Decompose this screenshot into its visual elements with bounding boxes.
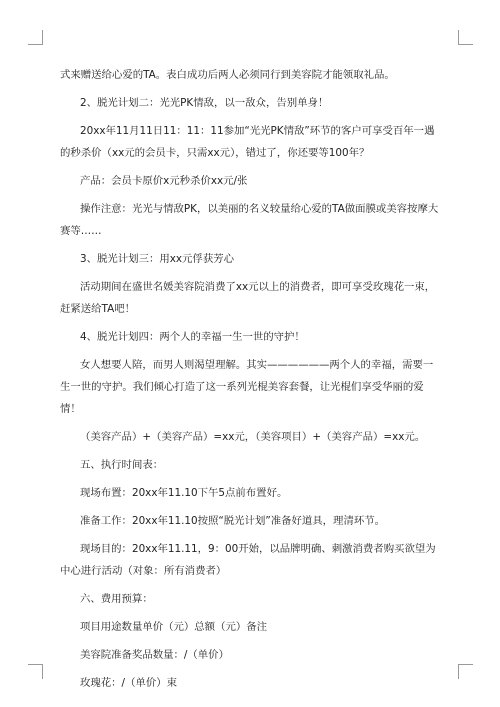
paragraph: 项目用途数量单价（元）总额（元）备注 (80, 621, 268, 633)
paragraph: 五、执行时间表： (80, 459, 164, 471)
paragraph: 2、脱光计划二：光光PK情敌，以一敌众，告别单身！ (80, 97, 329, 109)
crop-mark-top-left (28, 30, 43, 45)
document-body (60, 64, 440, 700)
paragraph: 现场布置：20xx年11.10下午5点前布置好。 (80, 487, 288, 499)
crop-mark-bottom-right (458, 664, 473, 679)
paragraph: 操作注意：光光与情敌PK，以美丽的名义较量给心爱的TA做面膜或美容按摩大赛等…… (60, 203, 439, 237)
paragraph: 准备工作：20xx年11.10按照“脱光计划”准备好道具，理清环节。 (80, 515, 386, 527)
paragraph: 4、脱光计划四：两个人的幸福一生一世的守护！ (80, 331, 305, 343)
paragraph: 美容院准备奖品数量：/（单价） (80, 649, 229, 661)
paragraph: 六、费用预算： (80, 593, 153, 605)
paragraph: 20xx年11月11日11：11：11参加“光光PK情敌”环节的客户可享受百年一遇的秒杀价（xx元的会员卡，只需xx元），错过了，你还要等100年？ (60, 125, 435, 159)
paragraph: 女人想要人陪，而男人则渴望理解。其实——————两个人的幸福，需要一生一世的守护。我们倾心打造了这一系列光棍美容套餐，让光棍们享受华丽的爱情！ (60, 359, 434, 415)
crop-mark-bottom-left (28, 664, 43, 679)
paragraph: 活动期间在盛世名媛美容院消费了xx元以上的消费者，即可享受玫瑰花一束，赶紧送给TA吧！ (60, 281, 436, 315)
paragraph: （美容产品）+（美容产品）=xx元，（美容项目）+（美容产品）=xx元。 (80, 431, 426, 443)
paragraph: 现场目的：20xx年11.11，9：00开始，以品牌明确、刺激消费者购买欲望为中心进行活动（对象：所有消费者） (60, 543, 436, 577)
crop-mark-top-right (458, 30, 473, 45)
paragraph: 产品：会员卡原价x元秒杀价xx元/张 (80, 175, 248, 187)
paragraph: 式来赠送给心爱的TA。表白成功后两人必须同行到美容院才能领取礼品。 (60, 69, 395, 81)
paragraph: 3、脱光计划三：用xx元俘获芳心 (80, 253, 234, 265)
paragraph: 玫瑰花：/（单价）束 (80, 677, 178, 689)
